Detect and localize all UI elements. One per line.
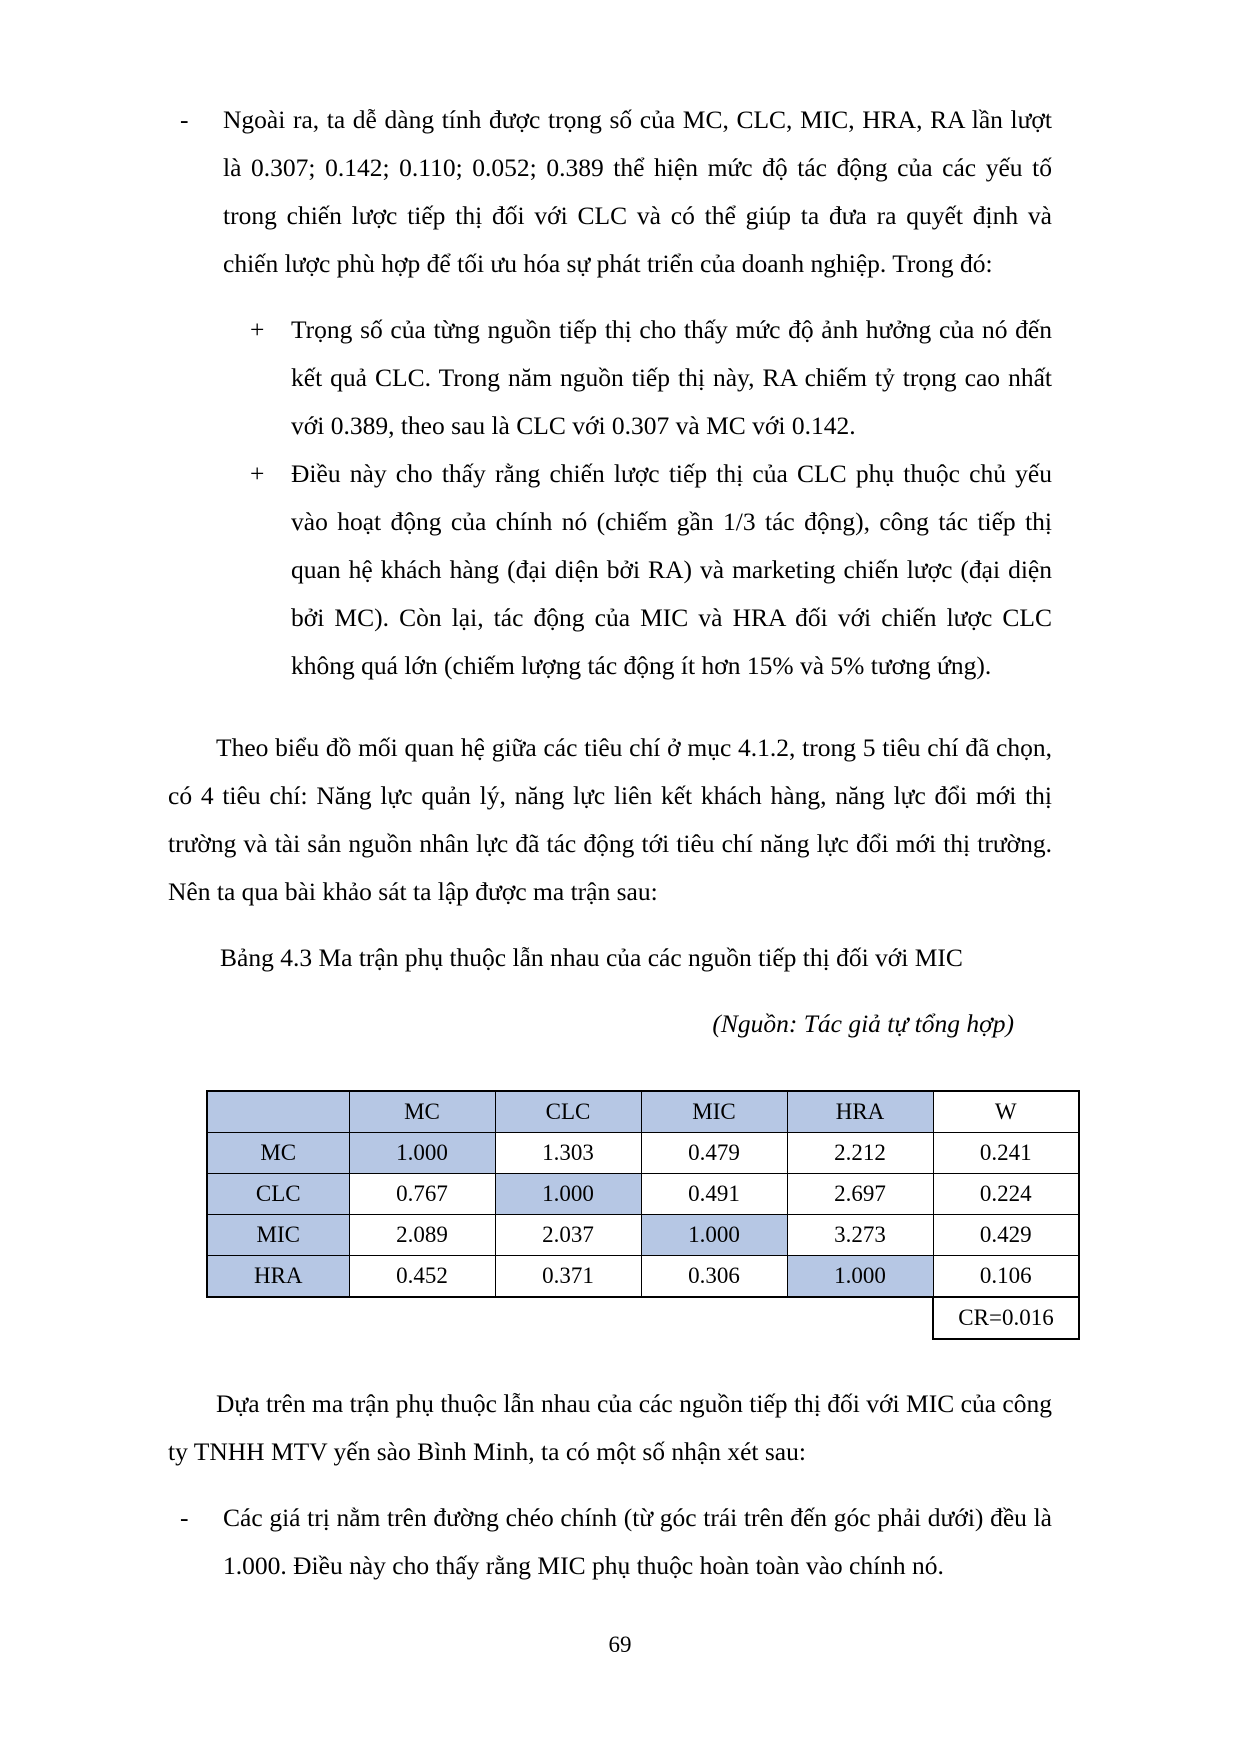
table-row (207, 1215, 1079, 1256)
table-cr-spacer (495, 1297, 641, 1339)
table-cell-clc-clc: 1.000 (495, 1174, 641, 1215)
dash-bullet-icon: - (180, 1503, 189, 1532)
table-col-header-hra: HRA (787, 1091, 933, 1133)
table-row-header-clc: CLC (207, 1174, 349, 1215)
paragraph-analysis: Dựa trên ma trận phụ thuộc lẫn nhau của các nguồn tiếp thị đối với MIC của công ty TNHH MTV yến sào Bình Minh, ta có một số nhận xét sau: (168, 1389, 1052, 1466)
sub-bullet-item-1-text: Trọng số của từng nguồn tiếp thị cho thấy mức độ ảnh hưởng của nó đến kết quả CLC. Trong năm nguồn tiếp thị này, RA chiếm tỷ trọng cao nhất với 0.389, theo sau là CLC với 0.307 và MC với 0.142. (291, 315, 1052, 440)
sub-bullet-item-2-text: Điều này cho thấy rằng chiến lược tiếp thị của CLC phụ thuộc chủ yếu vào hoạt động của chính nó (chiếm gần 1/3 tác động), công tác tiếp thị quan hệ khách hàng (đại diện bởi RA) và marketing chiến lược (đại diện bởi MC). Còn lại, tác động của MIC và HRA đối với chiến lược CLC không quá lớn (chiếm lượng tác động ít hơn 15% và 5% tương ứng). (291, 459, 1052, 680)
table-row (207, 1174, 1079, 1215)
table-cell-hra-mic: 0.306 (641, 1256, 787, 1298)
table-cr-spacer (787, 1297, 933, 1339)
table-cell-mc-hra: 2.212 (787, 1133, 933, 1174)
table-corner-cell (207, 1091, 349, 1133)
plus-bullet-icon: + (250, 459, 265, 488)
table-cr-spacer (207, 1297, 349, 1339)
table-row (207, 1256, 1079, 1298)
table-caption: Bảng 4.3 Ma trận phụ thuộc lẫn nhau của các nguồn tiếp thị đối với MIC (220, 943, 963, 972)
table-cell-hra-w: 0.106 (933, 1256, 1079, 1298)
table-cell-mc-clc: 1.303 (495, 1133, 641, 1174)
table-cell-mc-mc: 1.000 (349, 1133, 495, 1174)
table-cell-clc-mc: 0.767 (349, 1174, 495, 1215)
bullet-item-2 (168, 1494, 1052, 1590)
bullet-item-1 (168, 96, 1052, 288)
table-row (207, 1133, 1079, 1174)
page-content-lower (168, 1380, 1052, 1590)
table-cr-row (207, 1297, 1079, 1339)
sub-bullet-item-1 (236, 306, 1052, 450)
table-cell-mic-hra: 3.273 (787, 1215, 933, 1256)
page-number: 69 (608, 1632, 632, 1657)
table-cell-mic-mic: 1.000 (641, 1215, 787, 1256)
sub-bullet-item-2 (236, 450, 1052, 690)
table-row-header-mc: MC (207, 1133, 349, 1174)
spacer (168, 982, 1052, 1000)
table-cr-spacer (349, 1297, 495, 1339)
table-cell-mc-w: 0.241 (933, 1133, 1079, 1174)
matrix-table-container (206, 1090, 1054, 1340)
interdependence-matrix-table (206, 1090, 1080, 1340)
spacer (168, 1476, 1052, 1494)
table-header-row (207, 1091, 1079, 1133)
table-cell-mc-mic: 0.479 (641, 1133, 787, 1174)
table-row-header-hra: HRA (207, 1256, 349, 1298)
bullet-item-2-text: Các giá trị nằm trên đường chéo chính (từ góc trái trên đến góc phải dưới) đều là 1.000. Điều này cho thấy rằng MIC phụ thuộc hoàn toàn vào chính nó. (223, 1503, 1052, 1580)
table-col-header-clc: CLC (495, 1091, 641, 1133)
table-source-note: (Nguồn: Tác giả tự tổng hợp) (712, 1009, 1014, 1038)
table-cell-hra-mc: 0.452 (349, 1256, 495, 1298)
table-cell-hra-hra: 1.000 (787, 1256, 933, 1298)
table-cell-mic-clc: 2.037 (495, 1215, 641, 1256)
table-cell-clc-mic: 0.491 (641, 1174, 787, 1215)
spacer (168, 916, 1052, 934)
table-row-header-mic: MIC (207, 1215, 349, 1256)
table-col-header-w: W (933, 1091, 1079, 1133)
table-cr-value: CR=0.016 (933, 1297, 1079, 1339)
table-col-header-mic: MIC (641, 1091, 787, 1133)
table-cr-spacer (641, 1297, 787, 1339)
table-cell-mic-w: 0.429 (933, 1215, 1079, 1256)
bullet-item-1-text: Ngoài ra, ta dễ dàng tính được trọng số của MC, CLC, MIC, HRA, RA lần lượt là 0.307; 0.142; 0.110; 0.052; 0.389 thể hiện mức độ tác động của các yếu tố trong chiến lược tiếp thị đối với CLC và có thể giúp ta đưa ra quyết định và chiến lược phù hợp để tối ưu hóa sự phát triển của doanh nghiệp. Trong đó: (223, 105, 1052, 278)
page-content (168, 96, 1052, 1048)
table-cell-mic-mc: 2.089 (349, 1215, 495, 1256)
table-col-header-mc: MC (349, 1091, 495, 1133)
table-cell-hra-clc: 0.371 (495, 1256, 641, 1298)
spacer (168, 288, 1052, 306)
plus-bullet-icon: + (250, 315, 265, 344)
table-cell-clc-hra: 2.697 (787, 1174, 933, 1215)
dash-bullet-icon: - (180, 105, 189, 134)
spacer (168, 690, 1052, 724)
paragraph-criteria: Theo biểu đồ mối quan hệ giữa các tiêu chí ở mục 4.1.2, trong 5 tiêu chí đã chọn, có 4 tiêu chí: Năng lực quản lý, năng lực liên kết khách hàng, năng lực đổi mới thị trường và tài sản nguồn nhân lực đã tác động tới tiêu chí năng lực đổi mới thị trường. Nên ta qua bài khảo sát ta lập được ma trận sau: (168, 733, 1052, 906)
table-cell-clc-w: 0.224 (933, 1174, 1079, 1215)
